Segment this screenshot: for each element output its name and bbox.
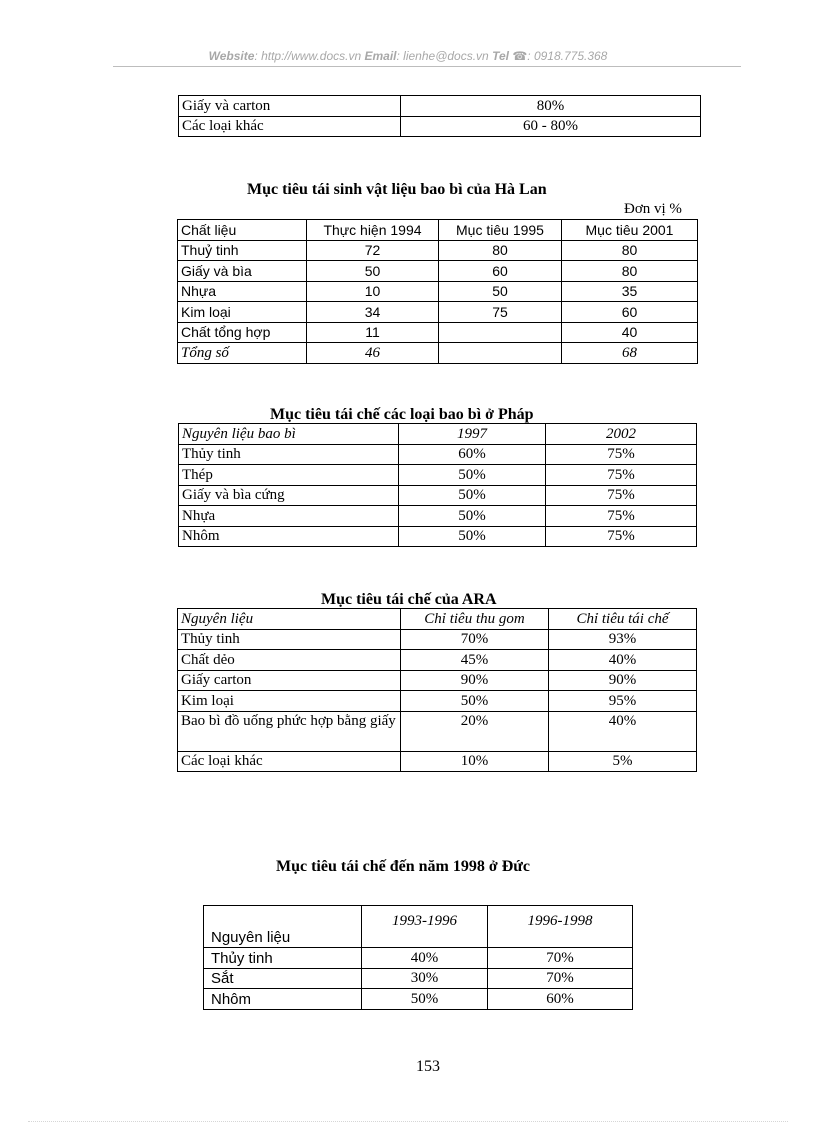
table-row <box>178 343 698 364</box>
table-germany <box>203 905 633 1010</box>
table-cell: 45% <box>401 650 549 671</box>
table-row <box>179 444 697 465</box>
table-row <box>178 751 697 772</box>
table-cell: Nhựa <box>179 506 399 527</box>
table-france <box>178 423 697 547</box>
ara-title: Mục tiêu tái chế của ARA <box>321 591 497 608</box>
table-cell: Nhôm <box>204 989 362 1010</box>
page-header <box>0 49 816 63</box>
website-value: : http://www.docs.vn <box>254 49 362 63</box>
table-cell: Các loại khác <box>178 751 401 772</box>
table-cell: 60% <box>488 989 633 1010</box>
table-cell: Thuỷ tinh <box>178 240 307 261</box>
table-cell: 93% <box>549 629 697 650</box>
table-cell: 46 <box>307 343 439 364</box>
table-cell: Thủy tinh <box>204 948 362 969</box>
table-cell: 75% <box>546 465 697 486</box>
column-header: 2002 <box>546 424 697 445</box>
tel-label: Tel <box>492 49 509 63</box>
table-cell: 20% <box>401 711 549 751</box>
table-cell <box>439 322 562 343</box>
email-value: : lienhe@docs.vn <box>396 49 489 63</box>
table-row <box>178 281 698 302</box>
table-row <box>204 989 633 1010</box>
table-cell: Sắt <box>204 968 362 989</box>
table-cell: 68 <box>562 343 698 364</box>
table-netherlands <box>177 219 698 364</box>
table-cell: 40% <box>549 650 697 671</box>
table-header-row <box>178 609 697 630</box>
column-header: 1996-1998 <box>488 906 633 948</box>
website-label: Website <box>208 49 255 63</box>
table-row <box>179 485 697 506</box>
table-ara <box>177 608 697 772</box>
column-header: Chỉ tiêu tái chế <box>549 609 697 630</box>
table-row <box>204 948 633 969</box>
table-row <box>178 302 698 323</box>
table-cell: Nhựa <box>178 281 307 302</box>
table-cell: 35 <box>562 281 698 302</box>
table-cell: 95% <box>549 691 697 712</box>
tel-value: : 0918.775.368 <box>527 49 608 63</box>
page-number: 153 <box>416 1058 440 1075</box>
column-header: Mục tiêu 2001 <box>562 220 698 241</box>
table-cell: 72 <box>307 240 439 261</box>
header-divider <box>113 66 741 67</box>
table-row <box>178 322 698 343</box>
table-cell: 80 <box>562 261 698 282</box>
table-cell: 60% <box>399 444 546 465</box>
table-cell: 50% <box>399 506 546 527</box>
table-cell: Thép <box>179 465 399 486</box>
table-row <box>179 465 697 486</box>
table-cell: 50 <box>439 281 562 302</box>
table-cell: 50% <box>401 691 549 712</box>
table-cell: Giấy và carton <box>179 96 401 117</box>
table-cell: Giấy carton <box>178 670 401 691</box>
table-row <box>178 650 697 671</box>
table-cell: Tổng số <box>178 343 307 364</box>
table-cell: Giấy và bìa <box>178 261 307 282</box>
table-cell: 80 <box>562 240 698 261</box>
table-cell: 80% <box>401 96 701 117</box>
table-cell: 50% <box>362 989 488 1010</box>
table-cell: 75% <box>546 485 697 506</box>
table-cell: 70% <box>401 629 549 650</box>
table-cell: 60 <box>439 261 562 282</box>
table-row <box>179 526 697 547</box>
table-cell: 34 <box>307 302 439 323</box>
table-cell: 75% <box>546 526 697 547</box>
table-cell: 40% <box>549 711 697 751</box>
table-cell: Kim loại <box>178 691 401 712</box>
column-header: Mục tiêu 1995 <box>439 220 562 241</box>
column-header: Chất liệu <box>178 220 307 241</box>
table-cell: Thủy tinh <box>179 444 399 465</box>
table-cell: 10% <box>401 751 549 772</box>
table-row <box>179 116 701 137</box>
table-row <box>178 670 697 691</box>
table-cell: Thủy tinh <box>178 629 401 650</box>
table-cell: 75% <box>546 506 697 527</box>
column-header: Nguyên liệu <box>204 906 362 948</box>
table-row <box>178 629 697 650</box>
table-cell: 40% <box>362 948 488 969</box>
table-row <box>178 711 697 751</box>
table-cell: 50% <box>399 465 546 486</box>
table-cell: 40 <box>562 322 698 343</box>
table-cell: 50% <box>399 485 546 506</box>
table-cell: 90% <box>549 670 697 691</box>
table-cell: 75% <box>546 444 697 465</box>
table-row <box>179 506 697 527</box>
table-cell: Bao bì đồ uống phức hợp bằng giấy <box>178 711 401 751</box>
table-cell: Kim loại <box>178 302 307 323</box>
table-header-row <box>204 906 633 948</box>
table-cell: 70% <box>488 968 633 989</box>
netherlands-title: Mục tiêu tái sinh vật liệu bao bì của Hà Lan <box>247 181 547 198</box>
table-cell: 30% <box>362 968 488 989</box>
column-header: 1997 <box>399 424 546 445</box>
table-cell: 10 <box>307 281 439 302</box>
telephone-icon: ☎ <box>512 49 528 63</box>
table-cell: 70% <box>488 948 633 969</box>
table-row <box>178 261 698 282</box>
table-cell: 80 <box>439 240 562 261</box>
footer-divider <box>28 1121 788 1122</box>
column-header: Thực hiện 1994 <box>307 220 439 241</box>
table-row <box>204 968 633 989</box>
table-cell: Nhôm <box>179 526 399 547</box>
table-cell: Chất tổng hợp <box>178 322 307 343</box>
table-row <box>179 96 701 117</box>
column-header: Chỉ tiêu thu gom <box>401 609 549 630</box>
table-cell: 11 <box>307 322 439 343</box>
table-cell: 5% <box>549 751 697 772</box>
table-cell: 75 <box>439 302 562 323</box>
table-cell <box>439 343 562 364</box>
table-cell: Giấy và bìa cứng <box>179 485 399 506</box>
table-row <box>178 691 697 712</box>
table-cell: Các loại khác <box>179 116 401 137</box>
table-cell: 50% <box>399 526 546 547</box>
table-cell: 50 <box>307 261 439 282</box>
table-top <box>178 95 701 137</box>
table-cell: 60 - 80% <box>401 116 701 137</box>
netherlands-unit: Đơn vị % <box>624 201 682 217</box>
email-label: Email <box>364 49 397 63</box>
column-header: Nguyên liệu <box>178 609 401 630</box>
table-cell: 60 <box>562 302 698 323</box>
column-header: Nguyên liệu bao bì <box>179 424 399 445</box>
table-cell: Chất dẻo <box>178 650 401 671</box>
table-header-row <box>179 424 697 445</box>
table-cell: 90% <box>401 670 549 691</box>
column-header: 1993-1996 <box>362 906 488 948</box>
france-title: Mục tiêu tái chế các loại bao bì ở Pháp <box>270 406 534 423</box>
table-row <box>178 240 698 261</box>
germany-title: Mục tiêu tái chế đến năm 1998 ở Đức <box>276 858 530 875</box>
table-header-row <box>178 220 698 241</box>
